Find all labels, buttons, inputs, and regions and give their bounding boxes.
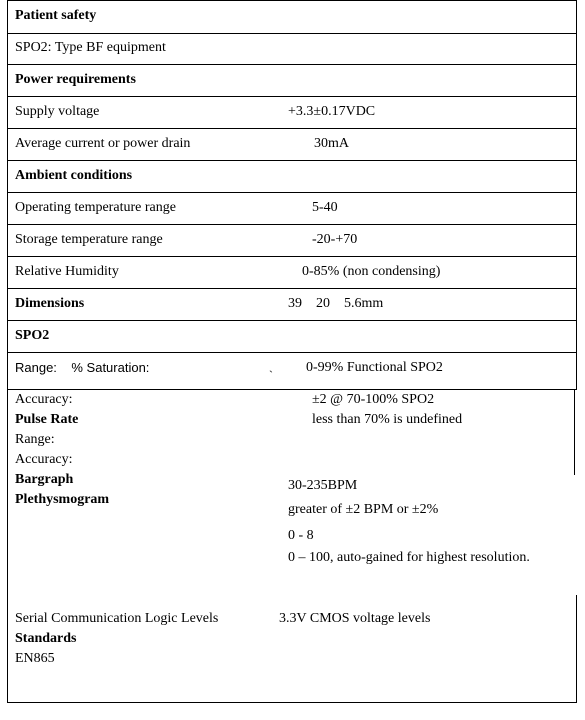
- row-divider: [7, 389, 577, 390]
- spec-table: [7, 0, 577, 703]
- pulse-range-value: 30-235BPM: [288, 478, 358, 493]
- spo2-heading: SPO2: [15, 328, 50, 343]
- pulse-rate-heading: Pulse Rate: [15, 412, 79, 427]
- standards-heading: Standards: [15, 631, 77, 646]
- row-divider: [7, 320, 577, 321]
- power-heading: Power requirements: [15, 72, 136, 87]
- humidity-value: 0-85% (non condensing): [302, 264, 441, 279]
- power-drain-label: Average current or power drain: [15, 136, 191, 151]
- storage-temp-value: -20-+70: [312, 232, 358, 247]
- row-divider: [7, 352, 577, 353]
- row-divider: [7, 192, 577, 193]
- pulse-accuracy-label: Accuracy:: [15, 452, 73, 467]
- dimensions-label: Dimensions: [15, 296, 85, 311]
- row-divider: [7, 128, 577, 129]
- table-bottom-right-border: [576, 595, 577, 703]
- spo2-range-label: Range: % Saturation:: [15, 360, 150, 375]
- standards-value: EN865: [15, 651, 55, 666]
- supply-voltage-label: Supply voltage: [15, 104, 100, 119]
- row-divider: [7, 160, 577, 161]
- row-divider: [7, 224, 577, 225]
- row-divider: [7, 256, 577, 257]
- table-bottom-border: [7, 702, 577, 703]
- supply-voltage-value: +3.3±0.17VDC: [288, 104, 376, 119]
- plethysmogram-value: 0 – 100, auto-gained for highest resolution.: [288, 550, 530, 565]
- patient-safety-heading: Patient safety: [15, 8, 97, 23]
- power-drain-value: 30mA: [314, 136, 349, 151]
- operating-temp-value: 5-40: [312, 200, 338, 215]
- spo2-range-value: 0-99% Functional SPO2: [306, 360, 443, 375]
- patient-safety-value: SPO2: Type BF equipment: [15, 40, 166, 55]
- serial-comm-value: 3.3V CMOS voltage levels: [279, 611, 431, 626]
- spo2-tick-mark: `: [269, 368, 273, 382]
- table-right-border-lower: [574, 390, 575, 475]
- operating-temp-label: Operating temperature range: [15, 200, 176, 215]
- row-divider: [7, 64, 577, 65]
- pulse-range-label: Range:: [15, 432, 55, 447]
- spo2-accuracy-note: less than 70% is undefined: [312, 412, 463, 427]
- bargraph-label: Bargraph: [15, 472, 74, 487]
- humidity-label: Relative Humidity: [15, 264, 119, 279]
- table-right-border: [576, 0, 577, 390]
- dimensions-value: 39 20 5.6mm: [288, 296, 384, 311]
- row-divider: [7, 96, 577, 97]
- bargraph-value: 0 - 8: [288, 528, 314, 543]
- row-divider: [7, 0, 577, 1]
- row-divider: [7, 33, 577, 34]
- pulse-accuracy-value: greater of ±2 BPM or ±2%: [288, 502, 439, 517]
- row-divider: [7, 288, 577, 289]
- storage-temp-label: Storage temperature range: [15, 232, 163, 247]
- ambient-heading: Ambient conditions: [15, 168, 133, 183]
- spo2-accuracy-label: Accuracy:: [15, 392, 73, 407]
- plethysmogram-label: Plethysmogram: [15, 492, 110, 507]
- serial-comm-label: Serial Communication Logic Levels: [15, 611, 219, 626]
- spo2-accuracy-value: ±2 @ 70-100% SPO2: [312, 392, 435, 407]
